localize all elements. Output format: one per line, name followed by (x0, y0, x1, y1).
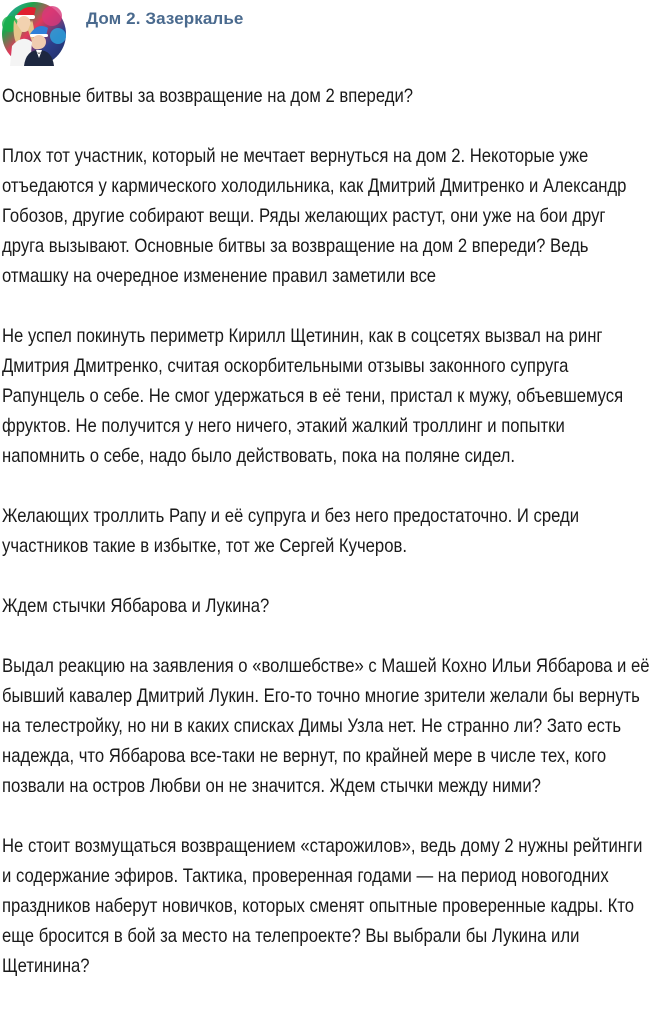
post-paragraph (2, 321, 624, 471)
post-paragraph (2, 141, 627, 291)
post-header (0, 0, 670, 72)
post-body (2, 81, 650, 1011)
text-line: Гобозов, другие собирают вещи. Ряды желающих растут, они уже на бои друг (2, 205, 606, 227)
text-line: Рапунцель о себе. Не смог удержаться в её тени, пристал к мужу, объевшемуся (2, 385, 624, 407)
text-line: участников такие в избытке, тот же Сергей Кучеров. (2, 535, 407, 557)
text-line: Щетинина? (2, 955, 90, 977)
text-line: надежда, что Яббарова все-таки не вернут, по крайней мере в числе тех, кого (2, 745, 607, 767)
text-line: отъедаются у кармического холодильника, как Дмитрий Дмитренко и Александр (2, 175, 627, 197)
text-line: друга вызывают. Основные битвы за возвращение на дом 2 впереди? Ведь (2, 235, 589, 257)
text-line: отмашку на очередное изменение правил заметили все (2, 265, 437, 287)
text-line: Желающих троллить Рапу и её супруга и без него предостаточно. И среди (2, 505, 580, 527)
text-line: еще бросится в бой за место на телепроекте? Вы выбрали бы Лукина или (2, 925, 580, 947)
text-line: Плох тот участник, который не мечтает вернуться на дом 2. Некоторые уже (2, 145, 589, 167)
text-line: фруктов. Не получится у него ничего, этакий жалкий троллинг и попытки (2, 415, 565, 437)
text-line: бывший кавалер Дмитрий Лукин. Его-то точно многие зрители желали бы вернуть (2, 685, 640, 707)
post-paragraph (2, 501, 601, 561)
post-paragraph (2, 651, 650, 801)
text-line: Не успел покинуть периметр Кирилл Щетинин, как в соцсетях вызвал на ринг (2, 325, 603, 347)
avatar-image-icon (2, 2, 66, 66)
text-line: Выдал реакцию на заявления о «волшебстве» с Машей Кохно Ильи Яббарова и её (2, 655, 650, 677)
text-line: Не стоит возмущаться возвращением «старожилов», ведь дому 2 нужны рейтинги (2, 835, 643, 857)
group-name-link[interactable]: Дом 2. Зазеркалье (86, 9, 244, 28)
text-line: напомнить о себе, надо было действовать, пока на поляне сидел. (2, 445, 516, 467)
text-line: на телестройку, но ни в каких списках Димы Узла нет. Не странно ли? Зато есть (2, 715, 622, 737)
text-line: Основные битвы за возвращение на дом 2 впереди? (2, 85, 414, 107)
text-line: Дмитрия Дмитренко, считая оскорбительными отзывы законного супруга (2, 355, 569, 377)
text-line: позвали на остров Любви он не значится. Ждем стычки между ними? (2, 775, 541, 797)
text-line: праздников наберут новичков, которых сменят опытные проверенные кадры. Кто (2, 895, 635, 917)
group-avatar[interactable] (2, 2, 66, 66)
post-paragraph-title (2, 81, 601, 111)
post-subheading (2, 591, 601, 621)
text-line: и содержание эфиров. Тактика, проверенная годами — на период новогодних (2, 865, 609, 887)
post-paragraph (2, 831, 643, 981)
text-line: Ждем стычки Яббарова и Лукина? (2, 595, 270, 617)
